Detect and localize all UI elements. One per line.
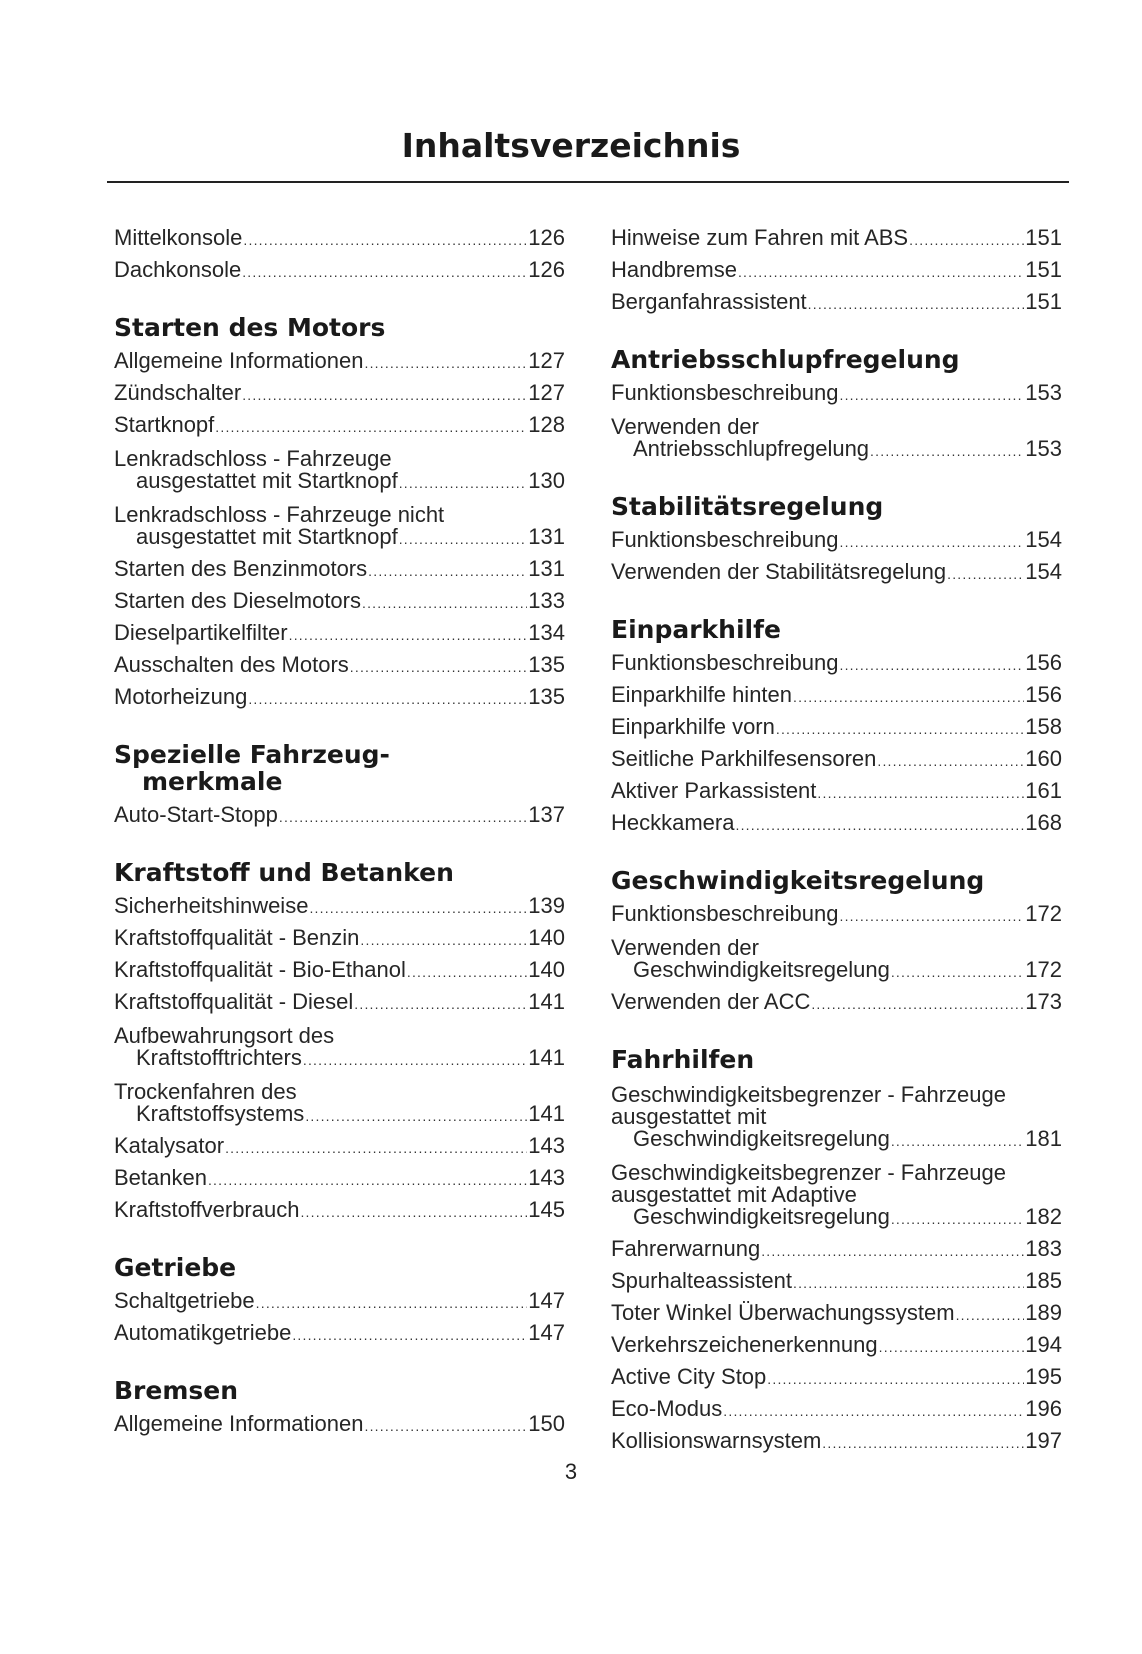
entry-title: Kraftstoffsystems: [136, 1101, 305, 1126]
dot-leader: [243, 225, 527, 255]
toc-entry[interactable]: [114, 987, 565, 1019]
toc-entry[interactable]: [611, 987, 1062, 1019]
entry-title: Kraftstoffqualität - Benzin: [114, 925, 360, 950]
entry-title: Schaltgetriebe: [114, 1288, 255, 1313]
dot-leader: [309, 893, 527, 923]
toc-entry[interactable]: [611, 1266, 1062, 1298]
entry-row: [114, 923, 565, 955]
entry-row: [611, 776, 1062, 808]
entry-row: [611, 1394, 1062, 1426]
entry-title-line: Lenkradschloss - Fahrzeuge: [114, 446, 392, 471]
toc-section: [611, 611, 1062, 840]
entry-page-number: 131: [528, 556, 565, 581]
entry-page-number: 134: [528, 620, 565, 645]
entry-title: Motorheizung: [114, 684, 248, 709]
toc-entry[interactable]: [114, 378, 565, 410]
entry-title: Mittelkonsole: [114, 225, 243, 250]
entry-title-line: Lenkradschloss - Fahrzeuge nicht: [114, 502, 445, 527]
entry-row: [611, 525, 1062, 557]
toc-entry[interactable]: [114, 923, 565, 955]
toc-entry[interactable]: [114, 891, 565, 923]
entry-row: [611, 808, 1062, 840]
entry-row: [114, 1286, 565, 1318]
section-heading-line: Getriebe: [114, 1253, 237, 1282]
dot-leader: [776, 714, 1024, 744]
entry-page-number: 143: [528, 1165, 565, 1190]
toc-entry[interactable]: [611, 776, 1062, 808]
entry-title: Eco-Modus: [611, 1396, 723, 1421]
toc-section: [114, 1372, 565, 1441]
dot-leader: [891, 1208, 1024, 1230]
entry-page-number: 160: [1025, 746, 1062, 771]
entry-page-number: 172: [1025, 901, 1062, 926]
toc-entry[interactable]: [114, 1195, 565, 1227]
section-heading-line: Stabilitätsregelung: [611, 492, 884, 521]
toc-entry[interactable]: [114, 223, 565, 255]
section-heading: [114, 854, 565, 886]
toc-entry[interactable]: [611, 931, 1062, 987]
entry-row: [611, 1426, 1062, 1458]
entry-page-number: 173: [1025, 989, 1062, 1014]
entry-title: Aktiver Parkassistent: [611, 778, 817, 803]
entry-page-number: 156: [1025, 682, 1062, 707]
entry-page-number: 128: [528, 412, 565, 437]
entry-row: [611, 1266, 1062, 1298]
toc-section: [611, 223, 1062, 319]
entry-row: [114, 554, 565, 586]
entry-title: Verwenden der ACC: [611, 989, 811, 1014]
entry-row: [114, 650, 565, 682]
dot-leader: [368, 556, 527, 586]
entry-row: [114, 1103, 565, 1129]
entry-page-number: 189: [1025, 1300, 1062, 1325]
section-heading: [611, 862, 1062, 894]
toc-section: [114, 1249, 565, 1350]
entry-page-number: 150: [528, 1411, 565, 1436]
toc-entry[interactable]: [611, 525, 1062, 557]
entry-title: Kraftstoffverbrauch: [114, 1197, 300, 1222]
section-heading: [114, 1249, 565, 1281]
dot-leader: [947, 559, 1024, 589]
entry-row: [114, 955, 565, 987]
section-heading-line: Spezielle Fahrzeug-: [114, 740, 390, 769]
toc-entry[interactable]: [611, 899, 1062, 931]
page-title: Inhaltsverzeichnis: [401, 126, 741, 165]
entry-page-number: 135: [528, 684, 565, 709]
entry-title-line: Geschwindigkeitsbegrenzer - Fahrzeuge: [611, 1082, 1006, 1107]
toc-entry[interactable]: [611, 378, 1062, 410]
entry-page-number: 197: [1025, 1428, 1062, 1453]
dot-leader: [891, 1130, 1024, 1152]
toc-entry[interactable]: [114, 1019, 565, 1075]
entry-row: [611, 648, 1062, 680]
toc-entry[interactable]: [611, 1298, 1062, 1330]
entry-title: Funktionsbeschreibung: [611, 527, 839, 552]
entry-row: [611, 255, 1062, 287]
toc-entry[interactable]: [611, 223, 1062, 255]
entry-title-line: ausgestattet mit Adaptive: [611, 1182, 857, 1207]
entry-title: ausgestattet mit Startknopf: [136, 468, 398, 493]
entry-page-number: 158: [1025, 714, 1062, 739]
toc-entry[interactable]: [114, 1163, 565, 1195]
dot-leader: [877, 746, 1024, 776]
toc-entry[interactable]: [114, 618, 565, 650]
entry-title: Kraftstoffqualität - Diesel: [114, 989, 354, 1014]
entry-row: [114, 255, 565, 287]
entry-title: Geschwindigkeitsregelung: [633, 1126, 890, 1151]
toc-entry[interactable]: [114, 442, 565, 498]
entry-title-line: Trockenfahren des: [114, 1079, 297, 1104]
entry-page-number: 168: [1025, 810, 1062, 835]
toc-section: [114, 223, 565, 287]
entry-title: Allgemeine Informationen: [114, 348, 364, 373]
entry-page-number: 181: [1025, 1126, 1062, 1151]
title-divider: [107, 181, 1069, 183]
dot-leader: [956, 1300, 1025, 1330]
entry-page-number: 141: [528, 989, 565, 1014]
entry-title: Sicherheitshinweise: [114, 893, 309, 918]
entry-row: [611, 1234, 1062, 1266]
dot-leader: [909, 225, 1024, 255]
dot-leader: [242, 257, 527, 287]
section-heading: [611, 1041, 1062, 1073]
entry-title: Heckkamera: [611, 810, 735, 835]
section-heading-line: Geschwindigkeitsregelung: [611, 866, 985, 895]
toc-entry[interactable]: [611, 1330, 1062, 1362]
dot-leader: [407, 957, 527, 987]
toc-entry[interactable]: [611, 1394, 1062, 1426]
toc-section: [611, 488, 1062, 589]
toc-entry[interactable]: [114, 1409, 565, 1441]
entry-page-number: 153: [1025, 436, 1062, 461]
entry-page-number: 156: [1025, 650, 1062, 675]
entry-page-number: 154: [1025, 559, 1062, 584]
toc-entry[interactable]: [611, 680, 1062, 712]
dot-leader: [817, 778, 1024, 808]
dot-leader: [723, 1396, 1024, 1426]
toc-entry[interactable]: [114, 586, 565, 618]
entry-title: Verkehrszeichenerkennung: [611, 1332, 878, 1357]
section-heading: [611, 611, 1062, 643]
entry-title: Einparkhilfe hinten: [611, 682, 793, 707]
entry-row: [114, 800, 565, 832]
entry-page-number: 172: [1025, 957, 1062, 982]
toc-entry[interactable]: [611, 287, 1062, 319]
entry-row: [611, 899, 1062, 931]
entry-title: Funktionsbeschreibung: [611, 650, 839, 675]
entry-row: [114, 987, 565, 1019]
entry-row: [611, 712, 1062, 744]
toc-section: [611, 1041, 1062, 1458]
toc-entry[interactable]: [114, 650, 565, 682]
dot-leader: [215, 412, 527, 442]
entry-page-number: 126: [528, 225, 565, 250]
section-heading-line: Fahrhilfen: [611, 1045, 755, 1074]
dot-leader: [399, 528, 528, 550]
dot-leader: [793, 1268, 1024, 1298]
entry-row: [114, 526, 565, 552]
section-heading: [114, 309, 565, 341]
entry-title: Geschwindigkeitsregelung: [633, 1204, 890, 1229]
entry-title: Kraftstoffqualität - Bio-Ethanol: [114, 957, 406, 982]
entry-row: [611, 744, 1062, 776]
dot-leader: [822, 1428, 1024, 1458]
section-heading-line: Einparkhilfe: [611, 615, 781, 644]
entry-page-number: 195: [1025, 1364, 1062, 1389]
entry-page-number: 127: [528, 380, 565, 405]
toc-column-right: [611, 223, 1062, 1458]
section-heading: [114, 736, 565, 795]
dot-leader: [303, 1049, 527, 1071]
toc-entry[interactable]: [114, 1286, 565, 1318]
dot-leader: [354, 989, 527, 1019]
entry-page-number: 153: [1025, 380, 1062, 405]
dot-leader: [879, 1332, 1025, 1362]
entry-row: [611, 557, 1062, 589]
toc-entry[interactable]: [114, 955, 565, 987]
entry-row: [114, 1195, 565, 1227]
section-heading: [611, 341, 1062, 373]
entry-row: [114, 682, 565, 714]
toc-entry[interactable]: [611, 1078, 1062, 1156]
dot-leader: [364, 1411, 527, 1441]
entry-title-line: Aufbewahrungsort des: [114, 1023, 335, 1048]
entry-title: Kollisionswarnsystem: [611, 1428, 822, 1453]
entry-title-line: ausgestattet mit: [611, 1104, 767, 1129]
entry-row: [611, 223, 1062, 255]
entry-row: [114, 346, 565, 378]
dot-leader: [292, 1320, 527, 1350]
entry-page-number: 196: [1025, 1396, 1062, 1421]
entry-title: Zündschalter: [114, 380, 242, 405]
entry-title: ausgestattet mit Startknopf: [136, 524, 398, 549]
dot-leader: [256, 1288, 528, 1318]
toc-section: [611, 862, 1062, 1019]
entry-title: Hinweise zum Fahren mit ABS: [611, 225, 909, 250]
toc-entry[interactable]: [611, 1156, 1062, 1234]
dot-leader: [350, 652, 528, 682]
entry-title: Seitliche Parkhilfesensoren: [611, 746, 877, 771]
toc-entry[interactable]: [114, 682, 565, 714]
entry-title: Antriebsschlupfregelung: [633, 436, 870, 461]
section-heading-line: Antriebsschlupfregelung: [611, 345, 960, 374]
dot-leader: [248, 684, 527, 714]
entry-row: [114, 1318, 565, 1350]
entry-page-number: 151: [1025, 257, 1062, 282]
dot-leader: [767, 1364, 1024, 1394]
entry-row: [114, 1163, 565, 1195]
entry-title: Funktionsbeschreibung: [611, 901, 839, 926]
entry-row: [114, 410, 565, 442]
dot-leader: [839, 650, 1024, 680]
entry-page-number: 194: [1025, 1332, 1062, 1357]
entry-title: Toter Winkel Überwachungssystem: [611, 1300, 955, 1325]
dot-leader: [242, 380, 527, 410]
section-heading-line: Bremsen: [114, 1376, 239, 1405]
page-number: 3: [564, 1459, 578, 1484]
entry-page-number: 139: [528, 893, 565, 918]
toc-entry[interactable]: [611, 712, 1062, 744]
entry-title: Fahrerwarnung: [611, 1236, 761, 1261]
entry-page-number: 137: [528, 802, 565, 827]
entry-title: Dieselpartikelfilter: [114, 620, 288, 645]
toc-entry[interactable]: [611, 255, 1062, 287]
dot-leader: [735, 810, 1024, 840]
toc-entry[interactable]: [114, 554, 565, 586]
entry-title: Spurhalteassistent: [611, 1268, 792, 1293]
entry-title: Automatikgetriebe: [114, 1320, 292, 1345]
toc-entry[interactable]: [114, 1318, 565, 1350]
entry-row: [611, 287, 1062, 319]
dot-leader: [300, 1197, 527, 1227]
entry-page-number: 151: [1025, 289, 1062, 314]
dot-leader: [289, 620, 528, 650]
toc-entry[interactable]: [114, 1131, 565, 1163]
entry-row: [611, 1362, 1062, 1394]
entry-row: [114, 1131, 565, 1163]
entry-row: [114, 891, 565, 923]
toc-entry[interactable]: [611, 808, 1062, 840]
entry-row: [611, 987, 1062, 1019]
dot-leader: [399, 472, 528, 494]
entry-title: Startknopf: [114, 412, 215, 437]
entry-page-number: 135: [528, 652, 565, 677]
entry-title: Starten des Dieselmotors: [114, 588, 361, 613]
entry-title: Auto-Start-Stopp: [114, 802, 278, 827]
dot-leader: [761, 1236, 1024, 1266]
entry-page-number: 154: [1025, 527, 1062, 552]
toc-entry[interactable]: [611, 648, 1062, 680]
toc-section: [611, 341, 1062, 466]
entry-row: [114, 378, 565, 410]
toc-entry[interactable]: [114, 1075, 565, 1131]
entry-page-number: 161: [1025, 778, 1062, 803]
dot-leader: [891, 961, 1024, 983]
entry-row: [611, 1128, 1062, 1154]
toc-entry[interactable]: [114, 346, 565, 378]
entry-page-number: 147: [528, 1288, 565, 1313]
entry-title: Katalysator: [114, 1133, 225, 1158]
entry-title: Betanken: [114, 1165, 207, 1190]
toc-entry[interactable]: [114, 255, 565, 287]
dot-leader: [839, 527, 1024, 557]
entry-row: [611, 680, 1062, 712]
entry-page-number: 126: [528, 257, 565, 282]
toc-entry[interactable]: [611, 410, 1062, 466]
entry-page-number: 140: [528, 925, 565, 950]
section-heading-line: merkmale: [142, 767, 283, 796]
entry-page-number: 131: [528, 524, 565, 549]
dot-leader: [811, 989, 1024, 1019]
entry-page-number: 182: [1025, 1204, 1062, 1229]
entry-row: [114, 586, 565, 618]
entry-row: [114, 223, 565, 255]
dot-leader: [208, 1165, 527, 1195]
entry-title: Verwenden der Stabilitätsregelung: [611, 559, 947, 584]
toc-section: [114, 309, 565, 714]
entry-title-line: Verwenden der: [611, 935, 759, 960]
entry-page-number: 151: [1025, 225, 1062, 250]
entry-row: [611, 1330, 1062, 1362]
entry-row: [114, 470, 565, 496]
dot-leader: [225, 1133, 527, 1163]
entry-title: Active City Stop: [611, 1364, 767, 1389]
entry-title: Dachkonsole: [114, 257, 242, 282]
toc-entry[interactable]: [611, 1362, 1062, 1394]
section-heading-line: Starten des Motors: [114, 313, 386, 342]
entry-page-number: 141: [528, 1101, 565, 1126]
entry-title: Geschwindigkeitsregelung: [633, 957, 890, 982]
section-heading: [114, 1372, 565, 1404]
entry-page-number: 141: [528, 1045, 565, 1070]
entry-row: [611, 378, 1062, 410]
entry-page-number: 127: [528, 348, 565, 373]
entry-title: Starten des Benzinmotors: [114, 556, 368, 581]
entry-title: Ausschalten des Motors: [114, 652, 349, 677]
entry-page-number: 130: [528, 468, 565, 493]
entry-page-number: 147: [528, 1320, 565, 1345]
dot-leader: [839, 901, 1024, 931]
entry-title-line: Geschwindigkeitsbegrenzer - Fahrzeuge: [611, 1160, 1006, 1185]
toc-entry[interactable]: [611, 744, 1062, 776]
entry-page-number: 185: [1025, 1268, 1062, 1293]
entry-row: [611, 1206, 1062, 1232]
section-heading-line: Kraftstoff und Betanken: [114, 858, 454, 887]
dot-leader: [870, 440, 1024, 462]
entry-title-line: Verwenden der: [611, 414, 759, 439]
entry-title: Berganfahrassistent: [611, 289, 807, 314]
dot-leader: [793, 682, 1024, 712]
dot-leader: [364, 348, 527, 378]
toc-entry[interactable]: [611, 557, 1062, 589]
section-heading: [611, 488, 1062, 520]
dot-leader: [738, 257, 1024, 287]
entry-row: [611, 1298, 1062, 1330]
dot-leader: [839, 380, 1024, 410]
entry-row: [611, 959, 1062, 985]
dot-leader: [362, 588, 527, 618]
entry-page-number: 140: [528, 957, 565, 982]
toc-section: [114, 736, 565, 832]
entry-title: Einparkhilfe vorn: [611, 714, 775, 739]
toc-section: [114, 854, 565, 1227]
entry-row: [114, 1047, 565, 1073]
entry-page-number: 133: [528, 588, 565, 613]
entry-title: Allgemeine Informationen: [114, 1411, 364, 1436]
dot-leader: [279, 802, 527, 832]
toc-entry[interactable]: [114, 410, 565, 442]
entry-page-number: 145: [528, 1197, 565, 1222]
toc-entry[interactable]: [611, 1234, 1062, 1266]
toc-entry[interactable]: [114, 498, 565, 554]
entry-row: [114, 1409, 565, 1441]
entry-title: Funktionsbeschreibung: [611, 380, 839, 405]
entry-title: Handbremse: [611, 257, 737, 282]
dot-leader: [305, 1105, 527, 1127]
entry-page-number: 143: [528, 1133, 565, 1158]
toc-column-left: [114, 223, 565, 1441]
toc-entry[interactable]: [114, 800, 565, 832]
toc-entry[interactable]: [611, 1426, 1062, 1458]
entry-row: [611, 438, 1062, 464]
dot-leader: [360, 925, 527, 955]
entry-title: Kraftstofftrichters: [136, 1045, 302, 1070]
dot-leader: [808, 289, 1025, 319]
entry-row: [114, 618, 565, 650]
entry-page-number: 183: [1025, 1236, 1062, 1261]
